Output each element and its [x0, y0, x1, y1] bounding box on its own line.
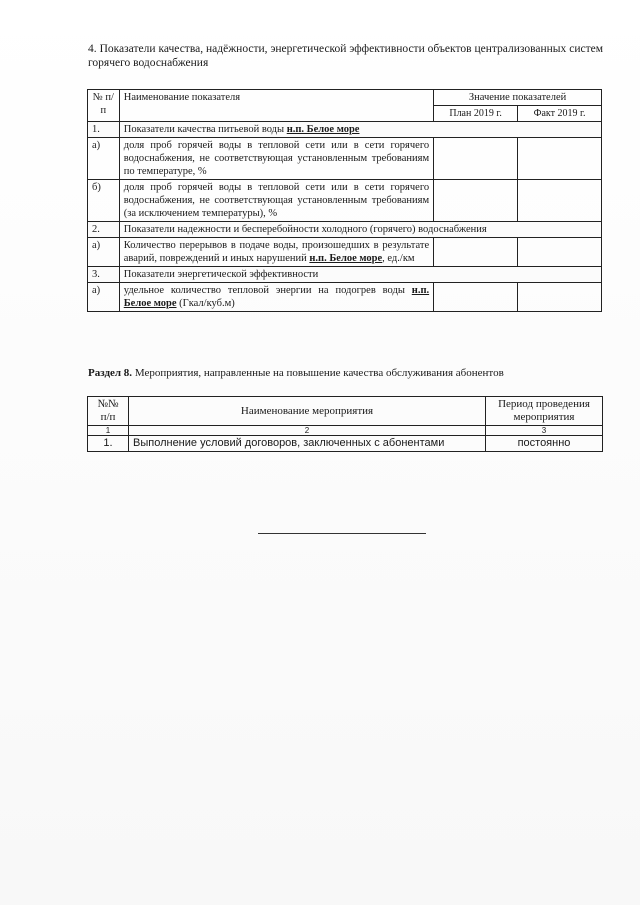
table-row — [88, 180, 602, 222]
fact-value-cell — [518, 138, 602, 180]
indicator-text: доля проб горячей воды в тепловой сети или в сети горячего водоснабжения, не соответствующая установленным требованиям по температуре, % — [123, 140, 430, 177]
measure-name: Выполнение условий договоров, заключенных с абонентами — [129, 436, 486, 452]
index-cell: 3 — [486, 426, 603, 436]
indicator-text: Количество перерывов в подаче воды, произошедших в результате аварий, повреждений и иных нарушений — [123, 240, 430, 264]
section-row — [88, 222, 602, 238]
row-num: 1. — [88, 122, 120, 138]
indicator-text: Показатели качества питьевой воды — [123, 124, 287, 135]
section-8-title: Мероприятия, направленные на повышение качества обслуживания абонентов — [134, 367, 504, 379]
table-row — [88, 238, 602, 267]
row-num: 3. — [88, 267, 120, 283]
signature-line — [258, 533, 426, 534]
table-row — [88, 436, 603, 452]
indicator-text: Показатели надежности и бесперебойности холодного (горячего) водоснабжения — [123, 224, 487, 235]
index-cell: 2 — [129, 426, 486, 436]
fact-value-cell — [518, 283, 602, 312]
indicators-table — [87, 89, 602, 312]
indicator-text: Показатели энергетической эффективности — [123, 269, 319, 280]
table-row — [88, 138, 602, 180]
col-values-header: Значение показателей — [434, 90, 602, 106]
locality-name: н.п. Белое море — [123, 285, 430, 309]
row-num: 2. — [88, 222, 120, 238]
plan-value-cell — [434, 138, 518, 180]
locality-name: н.п. Белое море — [286, 124, 360, 135]
row-num: а) — [88, 238, 120, 267]
measures-table — [87, 396, 603, 452]
col-plan-header: План 2019 г. — [434, 106, 518, 122]
col-num-header: № п/п — [88, 90, 120, 122]
col-fact-header: Факт 2019 г. — [518, 106, 602, 122]
fact-value-cell — [518, 180, 602, 222]
indicator-name — [119, 267, 601, 283]
section-8-label: Раздел 8. — [88, 367, 133, 379]
indicator-name — [119, 138, 433, 180]
col-measure-header: Наименование мероприятия — [129, 397, 486, 426]
index-row — [88, 426, 603, 436]
section-row — [88, 122, 602, 138]
row-num: а) — [88, 283, 120, 312]
indicator-unit: , ед./км — [382, 253, 415, 264]
section-row — [88, 267, 602, 283]
indicator-unit: (Гкал/куб.м) — [176, 298, 235, 309]
plan-value-cell — [434, 283, 518, 312]
section-8-heading — [88, 367, 504, 379]
section-4-heading: 4. Показатели качества, надёжности, энергетической эффективности объектов централизованных систем горячего водоснабжения — [88, 43, 603, 69]
row-num: а) — [88, 138, 120, 180]
indicator-name — [119, 180, 433, 222]
plan-value-cell — [434, 180, 518, 222]
col-period-header: Период проведения мероприятия — [486, 397, 603, 426]
index-cell: 1 — [88, 426, 129, 436]
table-row — [88, 283, 602, 312]
col-name-header: Наименование показателя — [119, 90, 433, 122]
fact-value-cell — [518, 238, 602, 267]
indicator-text: удельное количество тепловой энергии на подогрев воды — [123, 285, 412, 296]
row-num: б) — [88, 180, 120, 222]
locality-name: н.п. Белое море — [309, 253, 383, 264]
plan-value-cell — [434, 238, 518, 267]
indicator-name — [119, 122, 601, 138]
indicator-name — [119, 238, 433, 267]
measure-period: постоянно — [486, 436, 603, 452]
indicator-text: доля проб горячей воды в тепловой сети или в сети горячего водоснабжения, не соответствующая установленным требованиям (за исключением температуры), % — [123, 182, 430, 219]
indicator-name — [119, 222, 601, 238]
indicator-name — [119, 283, 433, 312]
col-num-header: №№ п/п — [88, 397, 129, 426]
row-num: 1. — [88, 436, 129, 452]
